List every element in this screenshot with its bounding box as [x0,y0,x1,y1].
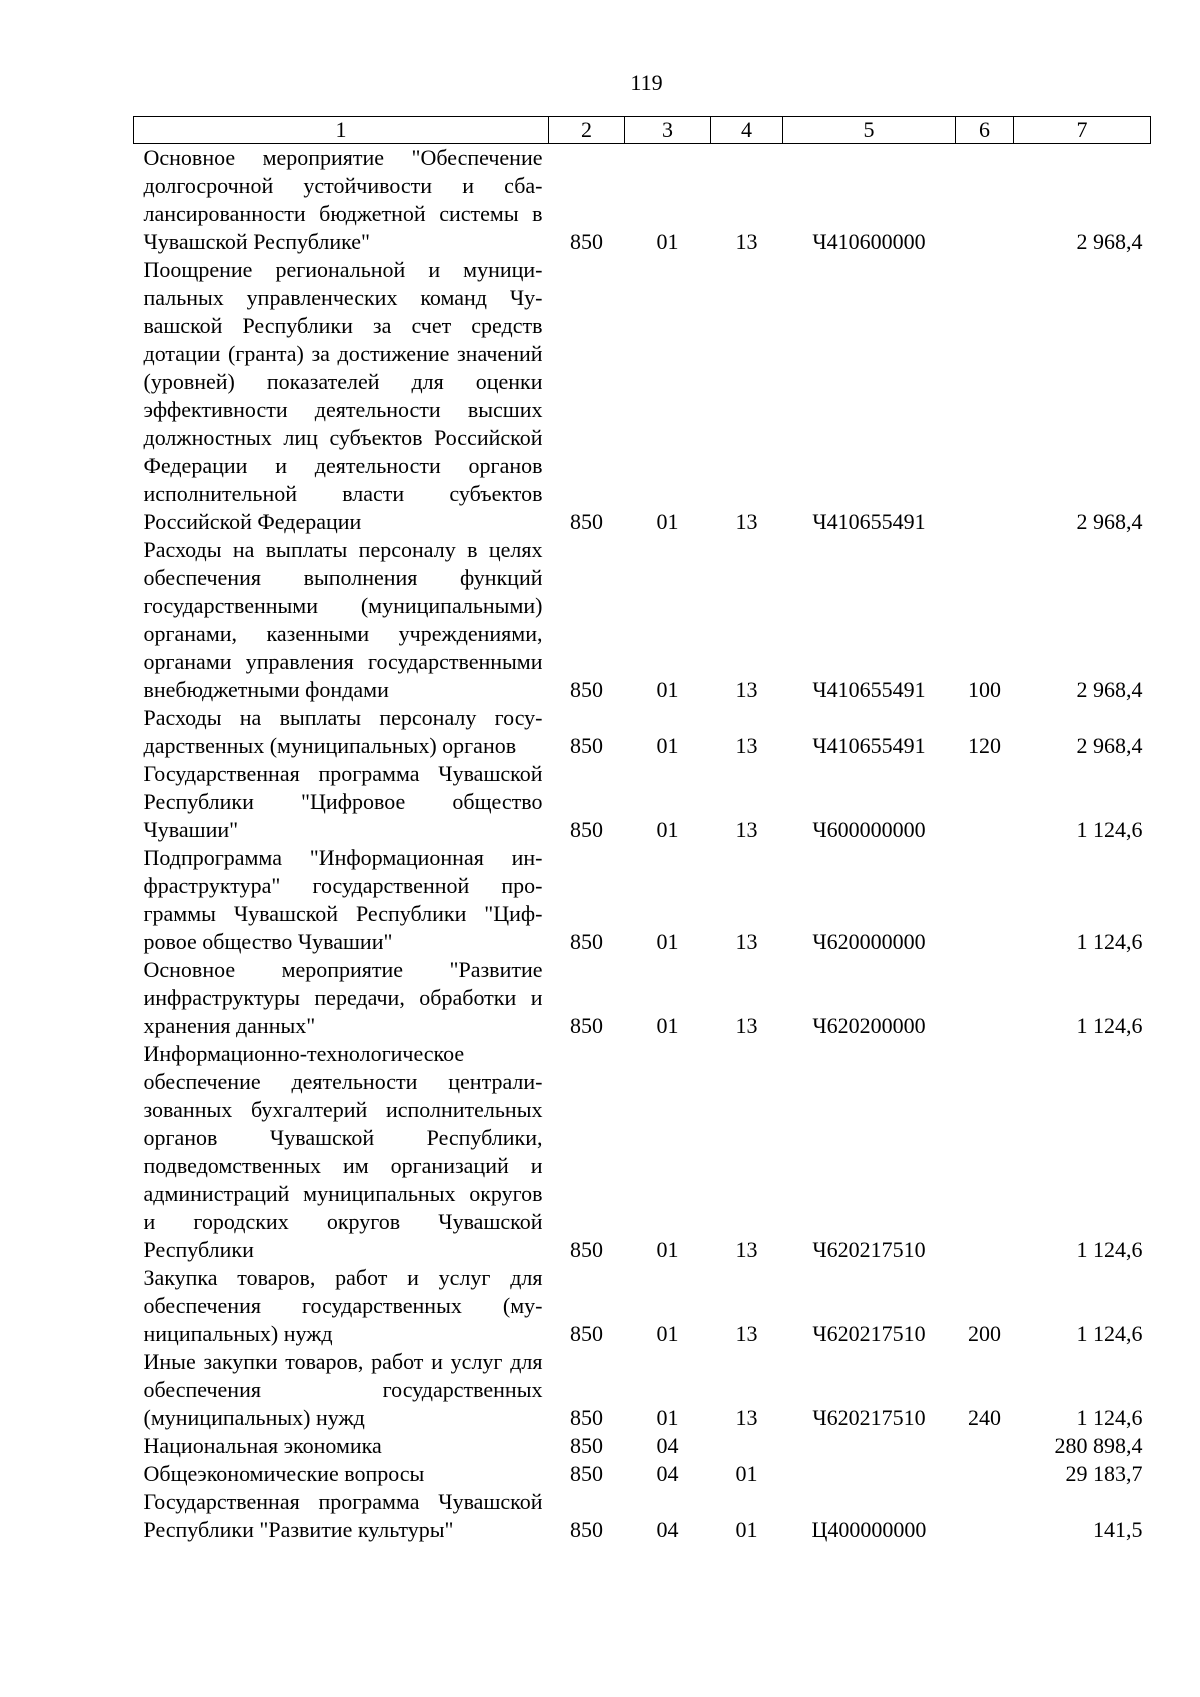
admin-code: 850 [570,1405,603,1430]
target-article-code: Ч620217510 [812,1237,926,1262]
expense-type-code [956,1432,1014,1460]
admin-code: 850 [570,929,603,954]
admin-code: 850 [570,817,603,842]
subsection-code: 13 [735,1237,758,1262]
amount: 1 124,6 [1076,817,1143,842]
subsection-code: 13 [735,817,758,842]
row-name: Информационно-технологическое обеспечение деятельности централизованных бухгалтерий исполнительных органов Чувашской Республики, подведомственных им организаций и администраций муниципальных округов и городских округов Чувашской Республики [143,1041,543,1262]
admin-code: 850 [570,677,603,702]
amount: 1 124,6 [1076,929,1143,954]
target-article-code: Ч600000000 [812,817,926,842]
amount: 280 898,4 [1054,1433,1143,1458]
row-name: Основное мероприятие "Развитие инфраструктуры передачи, обработки и хранения данных" [143,957,543,1038]
section-code: 04 [656,1517,679,1542]
row-name: Подпрограмма "Информационная инфраструктура" государственной программы Чувашской Республики "Цифровое общество Чувашии" [143,845,543,954]
column-header-6: 6 [956,117,1014,144]
column-header-1: 1 [134,117,549,144]
table-row [134,956,1151,1040]
row-name: Государственная программа Чувашской Республики "Развитие культуры" [143,1489,543,1542]
expense-type-code [956,1040,1014,1264]
section-code: 01 [656,733,679,758]
column-header-3: 3 [625,117,711,144]
target-article-code: Ч620000000 [812,929,926,954]
admin-code: 850 [570,509,603,534]
section-code: 01 [656,509,679,534]
section-code: 01 [656,929,679,954]
target-article-code: Ч410655491 [812,733,926,758]
amount: 2 968,4 [1076,733,1143,758]
target-article-code: Ч410600000 [812,229,926,254]
admin-code: 850 [570,733,603,758]
amount: 2 968,4 [1076,229,1143,254]
table-row [134,760,1151,844]
row-name: Национальная экономика [143,1433,382,1458]
table-row [134,844,1151,956]
table-row [134,1488,1151,1544]
column-header-7: 7 [1014,117,1151,144]
admin-code: 850 [570,229,603,254]
subsection-code: 13 [735,1405,758,1430]
target-article-code [783,1432,956,1460]
expense-type-code: 240 [968,1405,1001,1430]
expense-type-code [956,956,1014,1040]
table-header-row [134,117,1151,144]
amount: 2 968,4 [1076,677,1143,702]
section-code: 01 [656,1237,679,1262]
table-row [134,536,1151,704]
section-code: 04 [656,1461,679,1486]
row-name: Расходы на выплаты персоналу государственных (муниципальных) органов [143,705,543,758]
target-article-code: Ч620217510 [812,1321,926,1346]
amount: 1 124,6 [1076,1013,1143,1038]
admin-code: 850 [570,1461,603,1486]
section-code: 01 [656,1013,679,1038]
table-row [134,1460,1151,1488]
row-name: Закупка товаров, работ и услуг для обеспечения государственных (муниципальных) нужд [143,1265,543,1346]
row-name: Общеэкономические вопросы [143,1461,425,1486]
expense-type-code [956,1460,1014,1488]
column-header-4: 4 [711,117,783,144]
expense-type-code [956,1488,1014,1544]
section-code: 01 [656,817,679,842]
expense-type-code [956,760,1014,844]
amount: 1 124,6 [1076,1405,1143,1430]
admin-code: 850 [570,1237,603,1262]
row-name: Государственная программа Чувашской Республики "Цифровое общество Чувашии" [143,761,543,842]
admin-code: 850 [570,1321,603,1346]
section-code: 01 [656,677,679,702]
amount: 29 183,7 [1065,1461,1143,1486]
subsection-code: 13 [735,733,758,758]
row-name: Поощрение региональной и муниципальных управленческих команд Чувашской Республики за счет средств дотации (гранта) за достижение значений (уровней) показателей для оценки эффективности деятельности высших должностных лиц субъектов Российской Федерации и деятельности органов исполнительной власти субъектов Российской Федерации [143,257,543,534]
subsection-code: 13 [735,509,758,534]
expense-type-code [956,256,1014,536]
table-row [134,1432,1151,1460]
target-article-code: Ч620200000 [812,1013,926,1038]
table-row [134,1264,1151,1348]
table-row [134,704,1151,760]
table-body [134,144,1151,1545]
subsection-code: 01 [735,1461,758,1486]
subsection-code: 13 [735,1321,758,1346]
target-article-code: Ц400000000 [811,1517,927,1542]
admin-code: 850 [570,1517,603,1542]
admin-code: 850 [570,1433,603,1458]
page-number: 119 [630,70,663,95]
amount: 141,5 [1093,1517,1143,1542]
target-article-code [783,1460,956,1488]
subsection-code: 13 [735,1013,758,1038]
admin-code: 850 [570,1013,603,1038]
subsection-code: 13 [735,929,758,954]
expense-type-code [956,844,1014,956]
expense-type-code: 200 [968,1321,1001,1346]
amount: 1 124,6 [1076,1237,1143,1262]
table-row [134,1348,1151,1432]
expense-type-code: 120 [968,733,1001,758]
budget-table [133,116,1151,1544]
expense-type-code [956,144,1014,257]
subsection-code: 13 [735,229,758,254]
table-row [134,144,1151,257]
section-code: 01 [656,1405,679,1430]
subsection-code [711,1432,783,1460]
table-row [134,256,1151,536]
expense-type-code: 100 [968,677,1001,702]
target-article-code: Ч410655491 [812,509,926,534]
subsection-code: 13 [735,677,758,702]
section-code: 01 [656,229,679,254]
amount: 1 124,6 [1076,1321,1143,1346]
row-name: Основное мероприятие "Обеспечение долгосрочной устойчивости и сбалансированности бюджетной системы в Чувашской Республике" [143,145,543,254]
row-name: Иные закупки товаров, работ и услуг для обеспечения государственных (муниципальных) нужд [143,1349,543,1430]
amount: 2 968,4 [1076,509,1143,534]
target-article-code: Ч620217510 [812,1405,926,1430]
table-row [134,1040,1151,1264]
row-name: Расходы на выплаты персоналу в целях обеспечения выполнения функций государственными (муниципальными) органами, казенными учреждениями, органами управления государственными внебюджетными фондами [143,537,543,702]
subsection-code: 01 [735,1517,758,1542]
target-article-code: Ч410655491 [812,677,926,702]
column-header-5: 5 [783,117,956,144]
column-header-2: 2 [549,117,625,144]
section-code: 01 [656,1321,679,1346]
section-code: 04 [656,1433,679,1458]
